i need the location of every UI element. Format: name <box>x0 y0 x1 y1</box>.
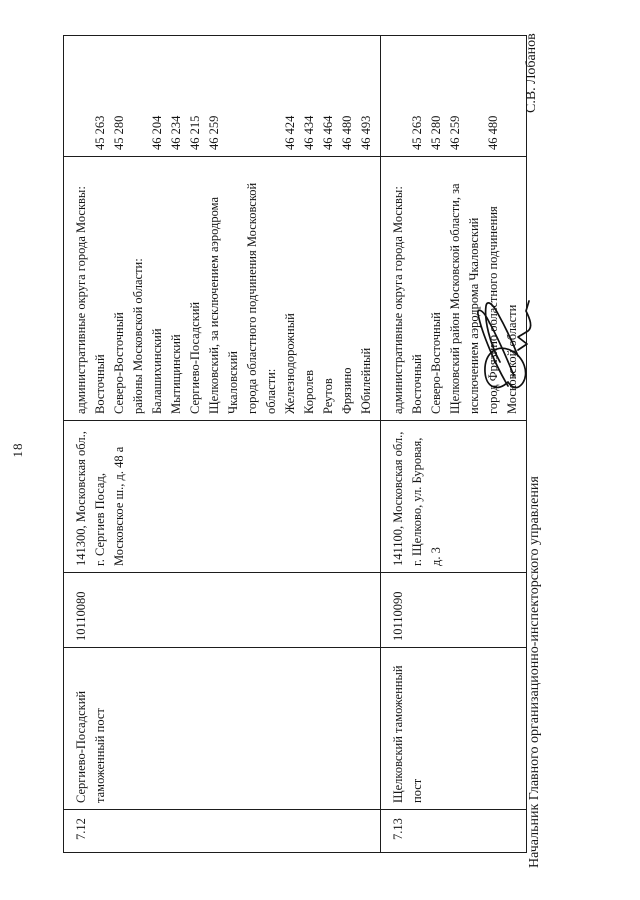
region-line: Восточный <box>410 354 424 414</box>
region-code-line: 46 259 <box>448 115 462 150</box>
post-name-line: Щелковский таможенный <box>391 665 405 803</box>
cell-row-number: 7.13 <box>381 810 527 853</box>
post-name-line: пост <box>410 778 424 803</box>
table-body <box>64 36 527 853</box>
region-code-line: 45 263 <box>93 115 107 150</box>
table-row <box>64 36 381 853</box>
region-line: административные округа города Москвы: <box>74 186 88 414</box>
region-code-line: 46 464 <box>321 115 335 150</box>
region-line: административные округа города Москвы: <box>391 186 405 414</box>
region-line: город Фрязино областного подчинения <box>486 206 500 414</box>
region-line: Сергиево-Посадский <box>188 301 202 414</box>
region-line: Северо-Восточный <box>112 312 126 414</box>
region-code-line: 46 434 <box>302 115 316 150</box>
region-line: Северо-Восточный <box>429 312 443 414</box>
region-code-line <box>243 38 262 150</box>
region-line: Щелковский район Московской области, за <box>448 183 462 414</box>
region-line: Реутов <box>321 378 335 414</box>
signature-icon <box>474 294 540 406</box>
signer-name: С.В. Лобанов <box>524 33 539 113</box>
signer-title: Начальник Главного организационно-инспекторского управления <box>527 476 542 868</box>
region-code-line: 45 263 <box>410 115 424 150</box>
cell-region-codes <box>64 36 381 157</box>
region-code-line: 46 480 <box>486 115 500 150</box>
region-line: Восточный <box>93 354 107 414</box>
region-code-line <box>129 38 148 150</box>
table-row <box>381 36 527 853</box>
region-line: Юбилейный <box>359 347 373 414</box>
cell-post-code: 10110090 <box>381 573 527 648</box>
region-line: Щелковский, за исключением аэродрома <box>207 196 221 414</box>
region-code-line <box>503 38 522 150</box>
region-code-line: 46 234 <box>169 115 183 150</box>
region-code-line: 46 259 <box>207 115 221 150</box>
region-line: исключением аэродрома Чкаловский <box>467 217 481 414</box>
cell-post-address <box>381 421 527 573</box>
cell-post-code: 10110080 <box>64 573 381 648</box>
cell-post-name <box>64 648 381 810</box>
post-name-line: Сергиево-Посадский <box>74 690 88 803</box>
region-line: Железнодорожный <box>283 313 297 414</box>
region-code-line: 46 215 <box>188 115 202 150</box>
address-line: Московское ш., д. 48 а <box>112 446 126 566</box>
region-code-line <box>465 38 484 150</box>
address-line: д. 3 <box>429 547 443 566</box>
region-line: Чкаловский <box>226 351 240 414</box>
region-code-line <box>262 38 281 150</box>
region-line: районы Московской области: <box>131 258 145 414</box>
region-line: Московской области <box>505 304 519 414</box>
region-line: Королев <box>302 370 316 414</box>
region-line: Мытищинский <box>169 334 183 414</box>
customs-posts-table <box>63 35 527 853</box>
region-code-line: 46 493 <box>359 115 373 150</box>
post-name-line: таможенный пост <box>93 708 107 803</box>
region-code-line <box>224 38 243 150</box>
region-code-line: 46 204 <box>150 115 164 150</box>
address-line: 141100, Московская обл., <box>391 431 405 566</box>
cell-post-name <box>381 648 527 810</box>
address-line: г. Сергиев Посад, <box>93 473 107 566</box>
cell-region-of-activity <box>64 157 381 421</box>
region-code-line: 45 280 <box>112 115 126 150</box>
region-code-line <box>389 38 408 150</box>
region-line: города областного подчинения Московской <box>245 182 259 414</box>
address-line: 141300, Московская обл., <box>74 431 88 566</box>
region-code-line: 45 280 <box>429 115 443 150</box>
region-line: Балашихинский <box>150 328 164 414</box>
cell-post-address <box>64 421 381 573</box>
region-line: Фрязино <box>340 367 354 414</box>
address-line: г. Щелково, ул. Буровая, <box>410 437 424 566</box>
cell-region-codes <box>381 36 527 157</box>
region-line: области: <box>264 368 278 414</box>
page-number: 18 <box>10 442 25 458</box>
cell-row-number: 7.12 <box>64 810 381 853</box>
region-code-line: 46 424 <box>283 115 297 150</box>
region-code-line <box>72 38 91 150</box>
region-code-line: 46 480 <box>340 115 354 150</box>
